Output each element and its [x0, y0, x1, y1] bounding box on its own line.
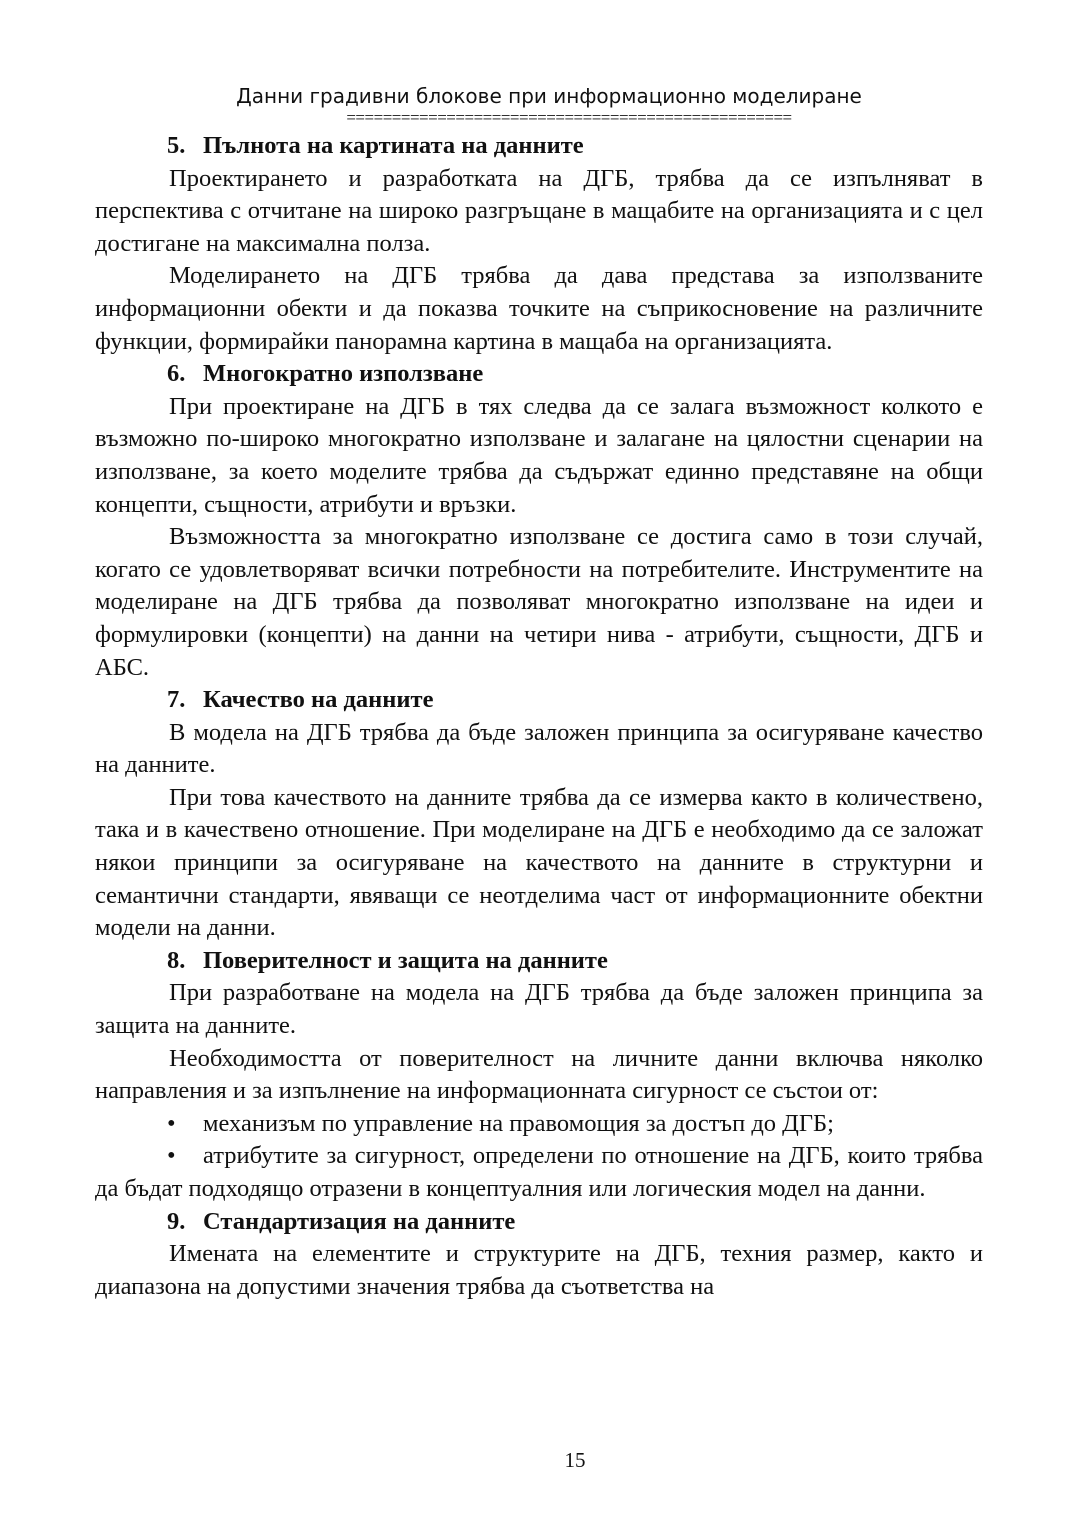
- list-item: [95, 1108, 983, 1141]
- section-title: Многократно използване: [203, 360, 484, 388]
- section-heading-7: [95, 684, 983, 717]
- page-number: 15: [564, 1448, 586, 1472]
- document-body: [95, 130, 983, 1303]
- document-page: [95, 82, 983, 1303]
- section-heading-9: [95, 1206, 983, 1239]
- paragraph: Моделирането на ДГБ трябва да дава представа за използваните информационни обекти и да показва точките на съприкосновение на различните функции, формирайки панорамна картина в мащаба на организацията.: [95, 262, 983, 355]
- section-number: 6.: [167, 360, 186, 388]
- section-number: 9.: [167, 1207, 186, 1235]
- list-item-text: атрибутите за сигурност, определени по отношение на ДГБ, които трябва да бъдат подходящо отразени в концептуалния или логическия модел на данни.: [95, 1142, 983, 1202]
- paragraph: При разработване на модела на ДГБ трябва да бъде заложен принципа за защита на данните.: [95, 979, 983, 1040]
- section-heading-5: [95, 130, 983, 163]
- paragraph: Проектирането и разработката на ДГБ, трябва да се изпълняват в перспектива с отчитане на широко разгръщане в мащабите на организацията и с цел достигане на максимална полза.: [95, 164, 983, 257]
- running-header: Данни градивни блокове при информационно моделиране: [236, 84, 862, 108]
- section-title: Поверителност и защита на данните: [203, 946, 608, 974]
- paragraph: Необходимостта от поверителност на личните данни включва няколко направления и за изпълнение на информационната сигурност се състои от:: [95, 1044, 983, 1105]
- section-number: 8.: [167, 946, 186, 974]
- bullet-icon: •: [167, 1142, 176, 1170]
- paragraph: В модела на ДГБ трябва да бъде заложен принципа за осигуряване качество на данните.: [95, 718, 983, 779]
- paragraph: Възможността за многократно използване се достига само в този случай, когато се удовлетворяват всички потребности на потребителите. Инструментите на моделиране на ДГБ трябва да позволяват многократно използване на идеи и формулировки (концепти) на данни на четири нива - атрибути, същности, ДГБ и АБС.: [95, 523, 983, 681]
- header-rule: =================================================: [346, 110, 792, 126]
- list-item: [95, 1140, 983, 1205]
- paragraph: При проектиране на ДГБ в тях следва да се залага възможност колкото е възможно по-широко многократно използване и залагане на цялостни сценарии на използване, за което моделите трябва да съдържат единно представяне на общи концепти, същности, атрибути и връзки.: [95, 392, 983, 518]
- list-item-text: механизъм по управление на правомощия за достъп до ДГБ;: [203, 1109, 834, 1137]
- paragraph: Имената на елементите и структурите на ДГБ, техния размер, както и диапазона на допустими значения трябва да съответства на: [95, 1240, 983, 1300]
- section-number: 7.: [167, 686, 186, 714]
- bullet-list: [95, 1108, 983, 1206]
- section-title: Качество на данните: [203, 686, 434, 714]
- section-number: 5.: [167, 132, 186, 159]
- bullet-icon: •: [167, 1109, 176, 1137]
- section-heading-8: [95, 945, 983, 978]
- section-heading-6: [95, 358, 983, 391]
- paragraph: При това качеството на данните трябва да се измерва както в количествено, така и в качествено отношение. При моделиране на ДГБ е необходимо да се заложат някои принципи за осигуряване на качеството на данните в структурни и семантични стандарти, явяващи се неотделима част от информационните обектни модели на данни.: [95, 783, 983, 942]
- section-title: Стандартизация на данните: [203, 1207, 516, 1235]
- section-title: Пълнота на картината на данните: [203, 132, 584, 159]
